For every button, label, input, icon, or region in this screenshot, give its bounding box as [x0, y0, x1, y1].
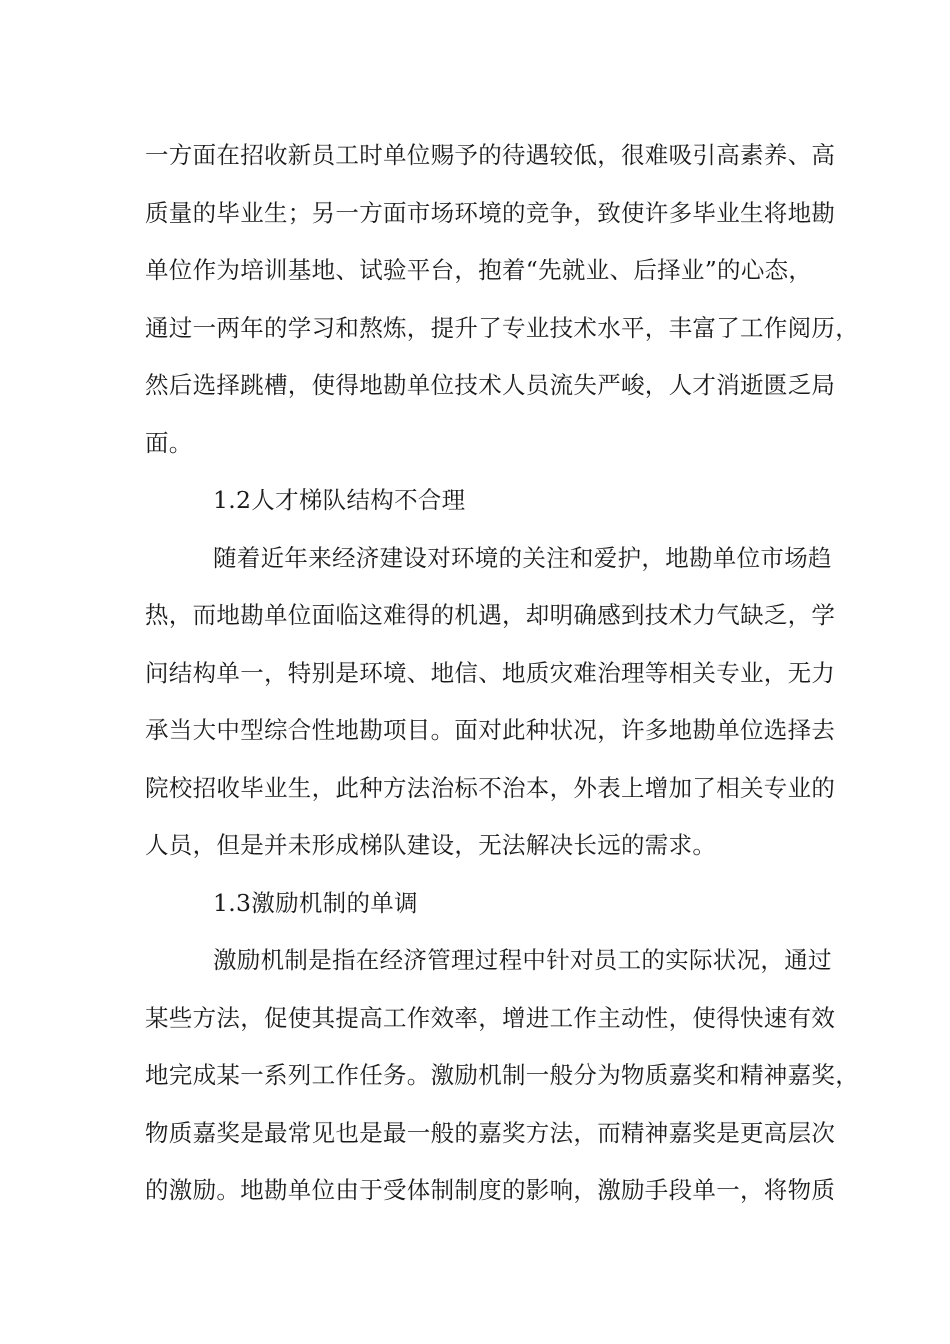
paragraph-line: 院校招收毕业生，此种方法治标不治本，外表上增加了相关专业的	[145, 773, 836, 802]
paragraph-line: 物质嘉奖是最常见也是最一般的嘉奖方法，而精神嘉奖是更高层次	[145, 1118, 836, 1147]
section-heading: 1.2人才梯队结构不合理	[213, 486, 466, 514]
section-heading: 1.3激励机制的单调	[213, 888, 418, 917]
paragraph-line: 面。	[145, 428, 193, 457]
paragraph-line: 然后选择跳槽，使得地勘单位技术人员流失严峻，人才消逝匮乏局	[145, 371, 836, 399]
paragraph-line: 热，而地勘单位面临这难得的机遇，却明确感到技术力气缺乏，学	[145, 601, 836, 629]
paragraph-line: 问结构单一，特别是环境、地信、地质灾难治理等相关专业，无力	[145, 658, 836, 687]
paragraph-line: 承当大中型综合性地勘项目。面对此种状况，许多地勘单位选择去	[145, 716, 836, 744]
paragraph-line: 单位作为培训基地、试验平台，抱着“先就业、后择业”的心态，	[145, 256, 813, 284]
paragraph-line: 人员，但是并未形成梯队建设，无法解决长远的需求。	[145, 831, 717, 859]
paragraph-line: 质量的毕业生；另一方面市场环境的竞争，致使许多毕业生将地勘	[145, 198, 836, 227]
paragraph-line: 通过一两年的学习和熬炼，提升了专业技术水平，丰富了工作阅历，	[145, 313, 859, 342]
paragraph-line: 某些方法，促使其提高工作效率，增进工作主动性，使得快速有效	[145, 1003, 836, 1032]
paragraph-line: 一方面在招收新员工时单位赐予的待遇较低，很难吸引高素养、高	[145, 141, 836, 169]
paragraph-line: 随着近年来经济建设对环境的关注和爱护，地勘单位市场趋	[213, 543, 832, 572]
paragraph-line: 的激励。地勘单位由于受体制制度的影响，激励手段单一，将物质	[145, 1176, 836, 1204]
paragraph-line: 地完成某一系列工作任务。激励机制一般分为物质嘉奖和精神嘉奖，	[145, 1061, 859, 1089]
document-body	[145, 127, 859, 1220]
paragraph-line: 激励机制是指在经济管理过程中针对员工的实际状况，通过	[213, 946, 832, 974]
